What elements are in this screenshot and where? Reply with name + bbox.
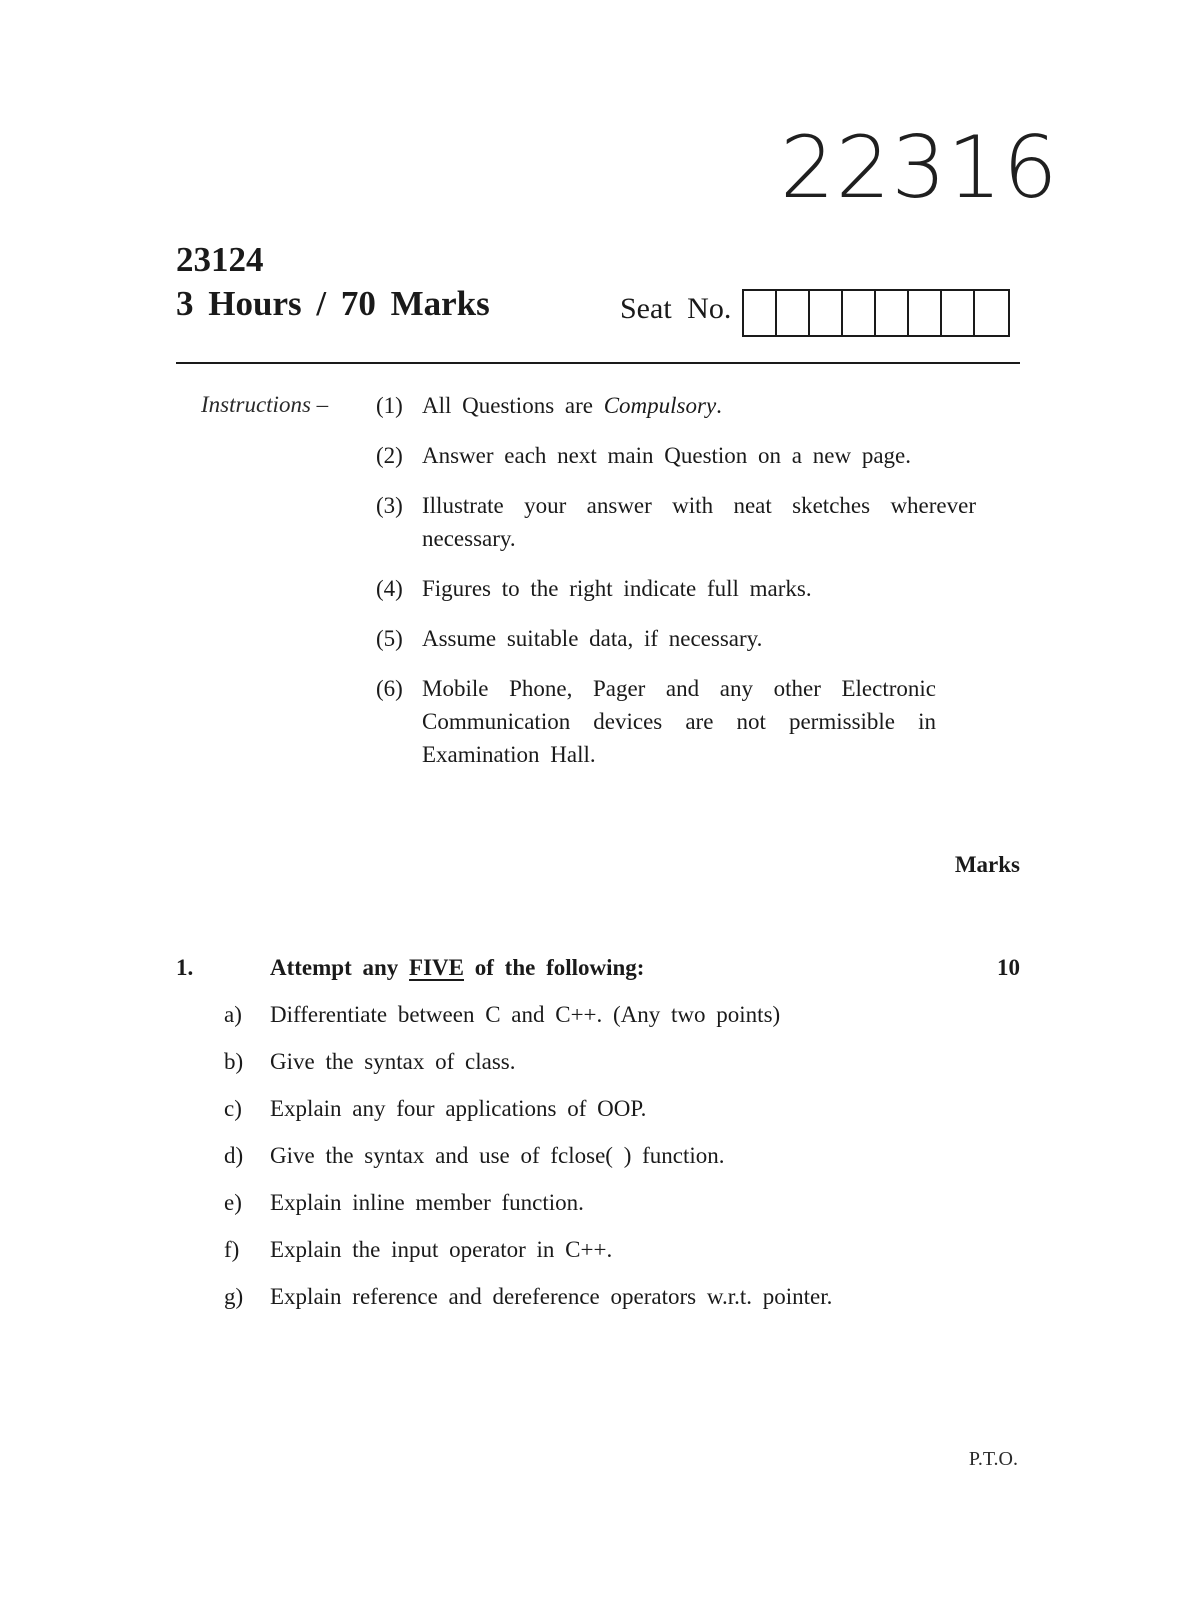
seat-number-box — [942, 291, 975, 335]
subquestion-text: Give the syntax and use of fclose( ) function. — [270, 1143, 725, 1168]
instruction-item — [376, 389, 996, 422]
question-title: Attempt any FIVE of the following: — [270, 955, 645, 980]
header-divider — [176, 362, 1020, 364]
please-turn-over: P.T.O. — [968, 1448, 1018, 1470]
subquestion-text: Explain any four applications of OOP. — [270, 1096, 647, 1121]
marks-column-heading: Marks — [954, 852, 1020, 877]
seat-number-box — [843, 291, 876, 335]
instruction-text: Answer each next main Question on a new page. — [422, 443, 911, 468]
instruction-number: (3) — [376, 493, 403, 518]
seat-number-box — [810, 291, 843, 335]
paper-code: 23124 — [176, 240, 264, 279]
subquestion-letter: d) — [224, 1143, 244, 1168]
subquestion-letter: f) — [224, 1237, 240, 1262]
subquestion-text: Give the syntax of class. — [270, 1049, 516, 1074]
instruction-number: (4) — [376, 576, 403, 601]
instruction-number: (1) — [376, 393, 403, 418]
subquestion-text: Explain reference and dereference operators w.r.t. pointer. — [270, 1284, 833, 1309]
emphasis-five: FIVE — [409, 955, 464, 980]
seat-number-box — [975, 291, 1008, 335]
seat-number-box — [876, 291, 909, 335]
seat-number-boxes — [742, 289, 1010, 337]
duration-marks: 3 Hours / 70 Marks — [176, 284, 490, 323]
instructions-label: Instructions – — [201, 392, 329, 417]
instruction-item — [376, 439, 996, 472]
subquestion-text: Differentiate between C and C++. (Any two points) — [270, 1002, 781, 1027]
instruction-number: (2) — [376, 443, 403, 468]
question-number: 1. — [176, 955, 194, 980]
instruction-text: Assume suitable data, if necessary. — [422, 626, 763, 651]
subquestion-letter: c) — [224, 1096, 242, 1121]
instruction-item — [376, 672, 936, 771]
subquestion-text: Explain inline member function. — [270, 1190, 584, 1215]
subquestion-text: Explain the input operator in C++. — [270, 1237, 613, 1262]
seat-number-box — [744, 291, 777, 335]
instruction-text: Figures to the right indicate full marks. — [422, 576, 812, 601]
subquestion-letter: a) — [224, 1002, 242, 1027]
instruction-number: (6) — [376, 676, 403, 701]
subquestion-letter: e) — [224, 1190, 242, 1215]
subquestion-letter: b) — [224, 1049, 244, 1074]
instruction-item — [376, 622, 996, 655]
instruction-text: Mobile Phone, Pager and any other Electronic Communication devices are not permissible in Examination Hall. — [422, 676, 936, 767]
subquestion-letter: g) — [224, 1284, 244, 1309]
seat-number-box — [777, 291, 810, 335]
subject-code: 22316 — [780, 118, 1059, 218]
instruction-text: All Questions are Compulsory. — [422, 393, 722, 418]
question-marks: 10 — [997, 955, 1020, 980]
instruction-item — [376, 572, 996, 605]
instruction-item — [376, 489, 976, 555]
instruction-text: Illustrate your answer with neat sketches wherever necessary. — [422, 493, 976, 551]
instruction-number: (5) — [376, 626, 403, 651]
seat-number-label: Seat No. — [620, 292, 732, 325]
seat-number-box — [909, 291, 942, 335]
